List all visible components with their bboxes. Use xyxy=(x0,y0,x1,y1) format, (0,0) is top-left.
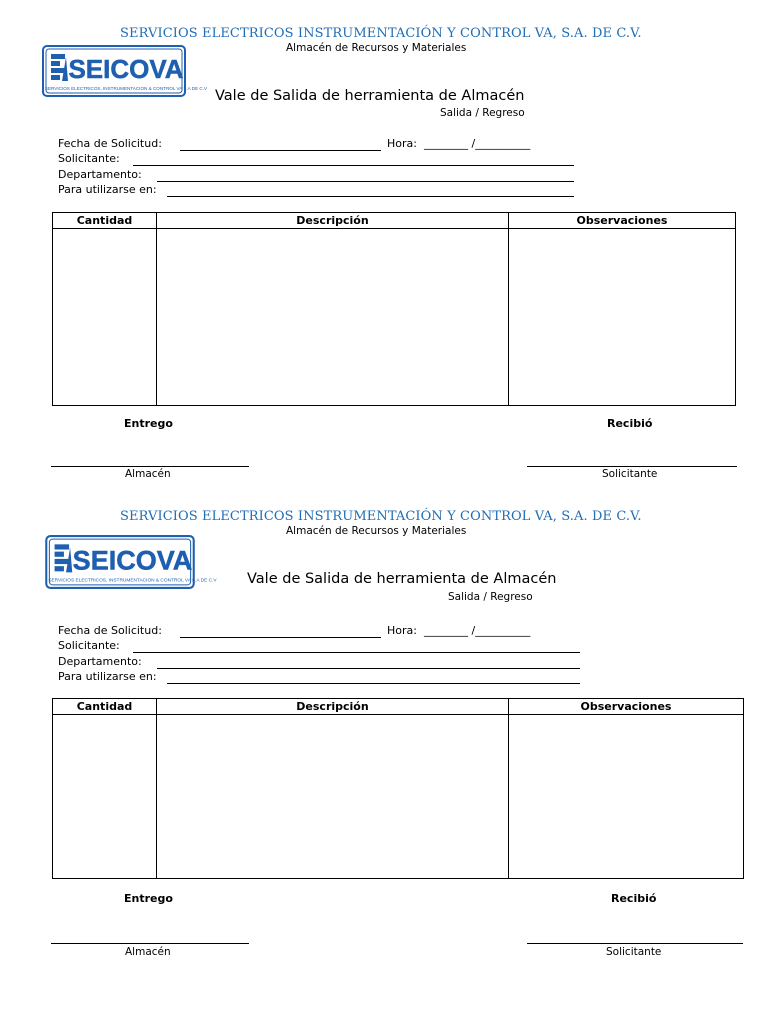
entrego-title: Entrego xyxy=(124,892,173,905)
seicova-logo xyxy=(42,535,217,589)
utilizarse-field[interactable] xyxy=(167,196,574,197)
seicova-logo xyxy=(42,45,208,97)
company-name: SERVICIOS ELECTRICOS INSTRUMENTACIÓN Y CONTROL VA, S.A. DE C.V. xyxy=(120,26,642,41)
department-name: Almacén de Recursos y Materiales xyxy=(286,42,467,54)
company-name: SERVICIOS ELECTRICOS INSTRUMENTACIÓN Y CONTROL VA, S.A. DE C.V. xyxy=(120,509,642,524)
col-cantidad: Cantidad xyxy=(53,213,157,229)
solicitante-signature-label: Solicitante xyxy=(606,946,662,958)
logo-subtext: SERVICIOS ELECTRICOS, INSTRUMENTACION & CONTROL VA S.A DE C.V xyxy=(44,86,208,91)
solicitante-label: Solicitante: xyxy=(58,152,120,165)
voucher-top xyxy=(0,0,768,480)
logo-text: SEICOVA xyxy=(68,54,184,84)
items-table xyxy=(52,212,736,406)
items-table xyxy=(52,698,744,879)
recibio-title: Recibió xyxy=(607,417,653,430)
departamento-label: Departamento: xyxy=(58,168,142,181)
hora-label: Hora: xyxy=(387,624,417,637)
cantidad-cell[interactable] xyxy=(53,715,157,879)
col-observaciones: Observaciones xyxy=(509,213,736,229)
hora-label: Hora: xyxy=(387,137,417,150)
descripcion-cell[interactable] xyxy=(157,715,509,879)
form-subtitle: Salida / Regreso xyxy=(448,591,533,603)
almacen-label: Almacén xyxy=(125,468,171,480)
col-descripcion: Descripción xyxy=(157,213,509,229)
utilizarse-label: Para utilizarse en: xyxy=(58,670,157,683)
fecha-label: Fecha de Solicitud: xyxy=(58,137,162,150)
solicitante-field[interactable] xyxy=(133,165,574,166)
almacen-signature-line[interactable] xyxy=(51,466,249,467)
recibio-title: Recibió xyxy=(611,892,657,905)
solicitante-signature-label: Solicitante xyxy=(602,468,658,480)
solicitante-field[interactable] xyxy=(133,652,580,653)
fecha-field[interactable] xyxy=(180,637,381,638)
solicitante-label: Solicitante: xyxy=(58,639,120,652)
utilizarse-label: Para utilizarse en: xyxy=(58,183,157,196)
voucher-bottom xyxy=(0,483,768,963)
departamento-label: Departamento: xyxy=(58,655,142,668)
observaciones-cell[interactable] xyxy=(509,715,744,879)
hora-field[interactable]: ________ /__________ xyxy=(424,137,531,150)
fecha-label: Fecha de Solicitud: xyxy=(58,624,162,637)
hora-field[interactable]: ________ /__________ xyxy=(424,624,531,637)
col-descripcion: Descripción xyxy=(157,699,509,715)
logo-subtext: SERVICIOS ELECTRICOS, INSTRUMENTACION & CONTROL VA S.A DE C.V xyxy=(48,578,217,584)
logo-text: SEICOVA xyxy=(72,545,193,576)
form-title: Vale de Salida de herramienta de Almacén xyxy=(247,571,557,587)
col-cantidad: Cantidad xyxy=(53,699,157,715)
departamento-field[interactable] xyxy=(157,181,574,182)
solicitante-signature-line[interactable] xyxy=(527,466,737,467)
entrego-title: Entrego xyxy=(124,417,173,430)
department-name: Almacén de Recursos y Materiales xyxy=(286,525,467,537)
observaciones-cell[interactable] xyxy=(509,229,736,406)
utilizarse-field[interactable] xyxy=(167,683,580,684)
fecha-field[interactable] xyxy=(180,150,381,151)
cantidad-cell[interactable] xyxy=(53,229,157,406)
solicitante-signature-line[interactable] xyxy=(527,943,743,944)
form-subtitle: Salida / Regreso xyxy=(440,107,525,119)
almacen-label: Almacén xyxy=(125,946,171,958)
descripcion-cell[interactable] xyxy=(157,229,509,406)
col-observaciones: Observaciones xyxy=(509,699,744,715)
almacen-signature-line[interactable] xyxy=(51,943,249,944)
departamento-field[interactable] xyxy=(157,668,580,669)
form-title: Vale de Salida de herramienta de Almacén xyxy=(215,88,525,104)
